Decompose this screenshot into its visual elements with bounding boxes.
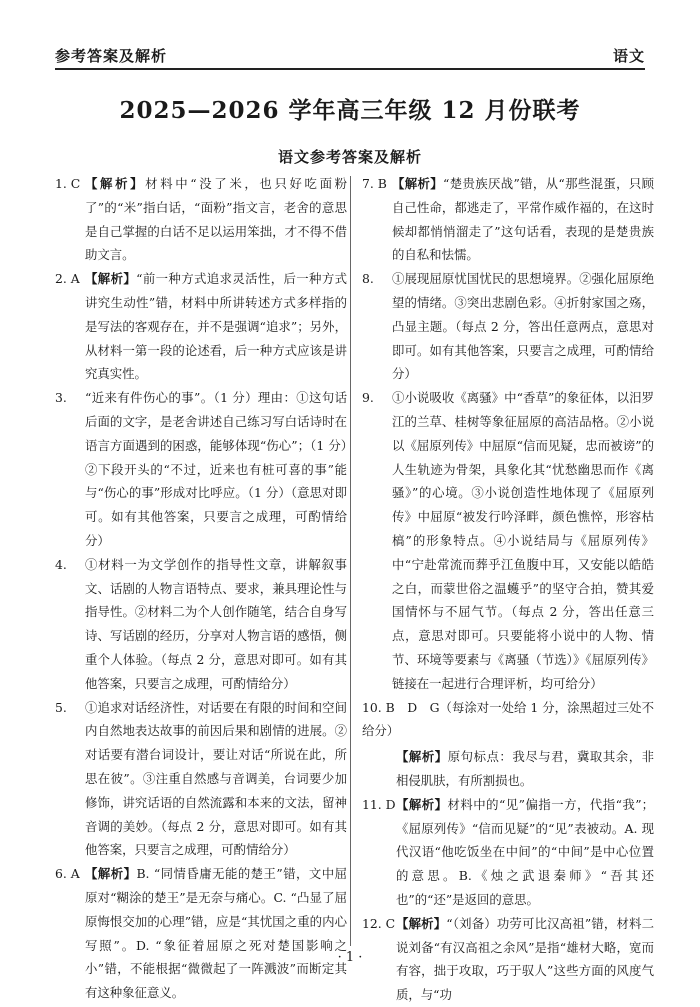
item-tag: 【解析】	[392, 176, 444, 191]
header-left: 参考答案及解析	[55, 47, 168, 65]
page-number: · 1 ·	[337, 950, 363, 965]
answer-item-10-analysis	[362, 745, 654, 793]
item-number: 1. C	[55, 176, 81, 191]
item-tag: 【解析】	[85, 866, 137, 882]
item-body: B. “同情昏庸无能的楚王”错，文中屈原对“糊涂的楚王”是无奈与痛心。C. “凸显了屈原悔恨交加的心理”错，应是“其忧国之重的内心写照”。D. “象征着屈原之死对楚国影响之小”错，不能根据“微微起了一阵溅波”而断定其有这种象征意义。	[85, 866, 348, 1001]
item-number: 2. A	[55, 271, 80, 287]
item-body: （每涂对一处给 1 分，涂黑超过三处不给分）	[362, 699, 654, 739]
header-right: 语文	[612, 47, 645, 65]
item-text	[85, 862, 347, 1005]
item-body: 原句标点：我尽与君，冀取其余，非相侵肌肤，有所割损也。	[396, 749, 655, 788]
answer-item-6	[55, 862, 347, 1005]
section-subtitle: 语文参考答案及解析	[277, 148, 422, 166]
header-rule	[55, 68, 645, 70]
running-header	[55, 42, 645, 66]
answer-item-11	[362, 793, 654, 912]
item-body: “前一种方式追求灵活性，后一种方式讲究生动性”错，材料中所讲转述方式多样指的是写法的客观存在，并不是强调“追求”；另外，从材料一第一段的论述看，后一种方式应该是讲究真实性。	[85, 271, 347, 382]
item-body: ①追求对话经济性，对话要在有限的时间和空间内自然地表达故事的前因后果和剧情的进展。②对话要有潜台词设计，要让对话“所说在此，所思在彼”。③注重自然感与音调美，台词要少加修饰，讲究话语的自然流露和本来的文法，留神音调的美妙。（每点 2 分，意思对即可。如有其他答案，只要言之成理，可酌情给分）	[85, 699, 347, 858]
answer-item-2	[55, 267, 347, 386]
answer-item-5	[55, 696, 347, 863]
item-number	[362, 745, 396, 793]
item-tag: 【解析】	[85, 176, 146, 191]
right-column	[362, 172, 654, 1007]
item-tag: 【解析】	[396, 915, 447, 931]
answer-item-3	[55, 386, 347, 553]
item-text	[85, 553, 347, 696]
item-text	[85, 267, 347, 386]
item-tag: 【解析】	[396, 749, 448, 765]
item-body: ①材料一为文学创作的指导性文章，讲解叙事文、话剧的人物言语特点、要求，兼具理论性与指导性。②材料二为个人创作随笔，结合自身写诗、写话剧的经历，分享对人物言语的感悟，侧重个人体验。（每点 2 分，意思对即可。如有其他答案，只要言之成理，可酌情给分）	[85, 556, 347, 691]
column-divider	[350, 176, 351, 946]
item-text	[392, 267, 654, 386]
item-number: 12. C	[362, 915, 396, 931]
item-text	[85, 172, 347, 267]
exam-title: 2025—2026 学年高三年级 12 月份联考	[119, 97, 581, 124]
item-body: ①小说吸收《离骚》中“香草”的象征体，以汨罗江的兰草、桂树等象征屈原的高洁品格。②小说以《屈原列传》中屈原“信而见疑，忠而被谤”的人生轨迹为骨架，具象化其“忧愁幽思而作《离骚》”的心境。③小说创造性地体现了《屈原列传》中屈原“被发行吟泽畔，颜色憔悴，形容枯槁”的形象特点。④小说结局与《屈原列传》中“宁赴常流而葬乎江鱼腹中耳，又安能以皓皓之白，而蒙世俗之温蠖乎”的坚守合拍，赞其爱国情怀与不屈气节。（每点 2 分，答出任意三点，意思对即可。只要能将小说中的人物、情节、环境等要素与《离骚（节选）》《屈原列传》链接在一起进行合理评析，均可给分）	[392, 390, 654, 691]
item-tag: 【解析】	[396, 796, 448, 812]
item-body: ①展现屈原忧国忧民的思想境界。②强化屈原绝望的情绪。③突出悲剧色彩。④折射家国之殇，凸显主题。（每点 2 分，答出任意两点，意思对即可。如有其他答案，只要言之成理，可酌情给分）	[392, 271, 654, 382]
item-body: “近来有件伤心的事”。（1 分）理由：①这句话后面的文字，是老舍讲述自己练习写白话诗时在语言方面遇到的困惑，能够体现“伤心”；（1 分）②下段开头的“不过，近来也有桩可喜的事”能与“伤心的事”形成对比呼应。（1 分）（意思对即可。如有其他答案，只要言之成理，可酌情给分）	[85, 390, 347, 548]
answer-item-9	[362, 386, 654, 695]
answer-item-1	[55, 172, 347, 267]
item-body: 材料中的“见”偏指一方，代指“我”；《屈原列传》“信而见疑”的“见”表被动。A. 现代汉语“他吃饭坐在中间”的“中间”是中心位置的意思。B.《烛之武退秦师》“吾其还也”的“还”是返回的意思。	[396, 796, 655, 907]
item-number: 10. B D G	[362, 699, 440, 715]
item-number: 8.	[362, 271, 374, 287]
item-text	[85, 696, 347, 863]
item-tag: 【解析】	[85, 271, 137, 287]
item-body: 材料中“没了米，也只好吃面粉了”的“米”指白话，“面粉”指文言，老舍的意思是自己掌握的白话不足以运用笨拙，才不得不借助文言。	[85, 176, 347, 263]
item-text	[396, 745, 654, 793]
answer-item-8	[362, 267, 654, 386]
item-number: 6. A	[55, 866, 80, 882]
answer-item-7	[362, 172, 654, 267]
item-number: 7. B	[362, 176, 387, 191]
item-number: 3.	[55, 390, 67, 406]
answer-item-4	[55, 553, 347, 696]
item-text	[392, 172, 654, 267]
item-number: 5.	[55, 699, 67, 715]
item-body: “（刘备）功劳可比汉高祖”错，材料二说刘备“有汉高祖之余风”是指“雄材大略，宽而有容，拙于攻取，巧于驭人”这些方面的风度气质，与“功	[396, 915, 655, 1003]
item-text	[396, 793, 654, 912]
item-number: 11. D	[362, 796, 396, 812]
item-body: “楚贵族厌战”错，从“那些混蛋，只顾自己性命，都逃走了，平常作威作福的，在这时候却都悄悄溜走了”这句话看，表现的是楚贵族的自私和怯懦。	[392, 176, 655, 263]
answer-item-10	[362, 696, 654, 744]
item-text	[392, 386, 654, 695]
item-number: 9.	[362, 390, 374, 406]
item-text	[362, 696, 654, 744]
item-text	[85, 386, 347, 553]
left-column	[55, 172, 347, 1005]
item-number: 4.	[55, 556, 67, 572]
